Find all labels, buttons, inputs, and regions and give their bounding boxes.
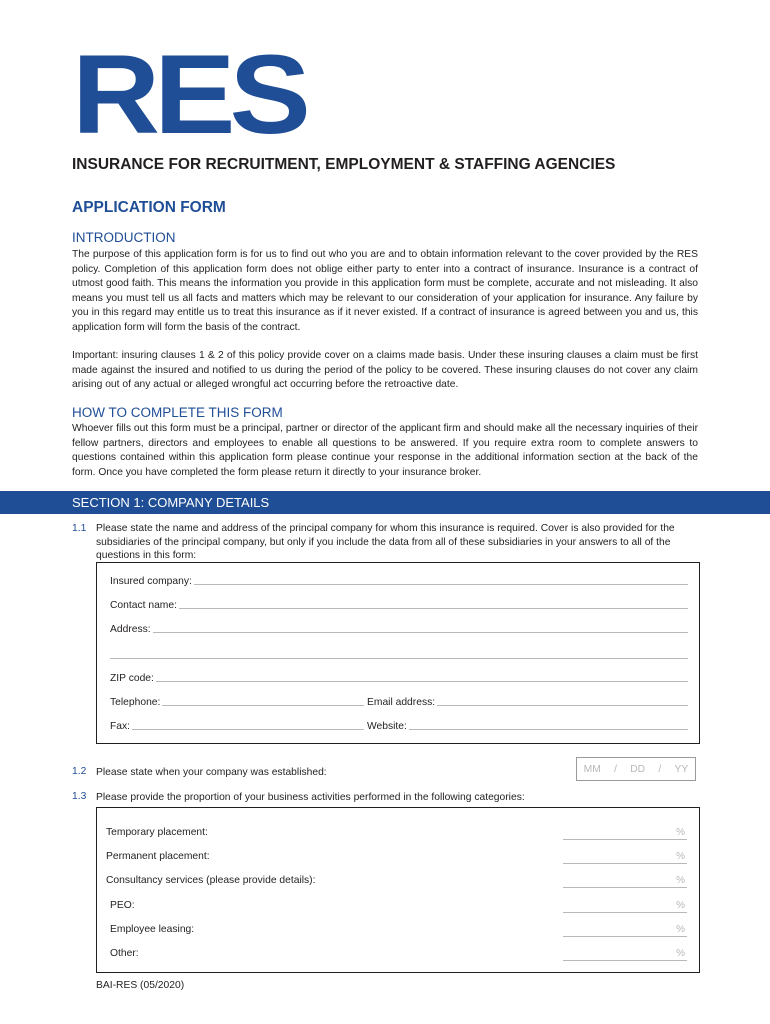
contact-name-label: Contact name: (110, 600, 177, 611)
other-percent-input[interactable] (563, 948, 687, 961)
telephone-label: Telephone: (110, 697, 161, 708)
date-separator: / (614, 763, 617, 775)
percent-sign: % (676, 948, 685, 959)
category-temporary-label: Temporary placement: (106, 827, 208, 838)
address-field[interactable] (110, 624, 688, 635)
res-logo: RES (72, 31, 305, 157)
how-to-heading: HOW TO COMPLETE THIS FORM (72, 405, 283, 420)
telephone-field[interactable] (110, 697, 364, 708)
q1-2-text: Please state when your company was established: (96, 767, 327, 778)
category-other-label: Other: (110, 948, 139, 959)
form-title: APPLICATION FORM (72, 199, 226, 216)
peo-percent-input[interactable] (563, 900, 687, 913)
zip-code-field[interactable] (110, 673, 688, 684)
date-mm-placeholder: MM (583, 763, 601, 775)
fax-field[interactable] (110, 721, 364, 732)
permanent-percent-input[interactable] (563, 851, 687, 864)
percent-sign: % (676, 900, 685, 911)
q1-3-number: 1.3 (72, 791, 87, 802)
address-line-2[interactable] (110, 658, 688, 659)
insured-company-label: Insured company: (110, 576, 192, 587)
contact-name-field[interactable] (110, 600, 688, 611)
website-field[interactable] (367, 721, 688, 732)
q1-1-text: Please state the name and address of the principal company for whom this insurance is required. Cover is also provided for the subsidiaries of the principal company, but only if you include the data from all of these subsidiaries in your answers to all of the questions in this form: (96, 523, 675, 561)
section1-bar (0, 491, 770, 514)
form-code: BAI-RES (05/2020) (96, 980, 185, 991)
date-yy-placeholder: YY (674, 763, 689, 775)
q1-1-number: 1.1 (72, 523, 87, 534)
category-employee-leasing-label: Employee leasing: (110, 924, 195, 935)
date-separator: / (658, 763, 662, 775)
consultancy-percent-input[interactable] (563, 875, 687, 888)
section1-title: SECTION 1: COMPANY DETAILS (72, 495, 270, 510)
important-paragraph: Important: insuring clauses 1 & 2 of this policy provide cover on a claims made basis. Under these insuring clauses a claim must be first made against the insured and notified to us during the period of the policy to be covered. These insuring clauses do not cover any claim arising out of any actual or alleged wrongful act occurring before the retroactive date. (72, 350, 698, 390)
introduction-heading: INTRODUCTION (72, 230, 176, 245)
company-details-box (96, 562, 700, 744)
category-consultancy-label: Consultancy services (please provide details): (106, 875, 316, 886)
percent-sign: % (676, 875, 685, 886)
employee-leasing-percent-input[interactable] (563, 924, 687, 937)
category-permanent-label: Permanent placement: (106, 851, 210, 862)
website-label: Website: (367, 721, 407, 732)
zip-code-label: ZIP code: (110, 673, 154, 684)
how-to-paragraph: Whoever fills out this form must be a principal, partner or director of the applicant firm and should make all the necessary inquiries of their fellow partners, directors and employees to enable all questions to be answered. If you require extra room to complete answers to questions contained within this application form please continue your response in the additional information section at the back of the form. Once you have completed the form please return it directly to your insurance broker. (72, 423, 698, 478)
introduction-paragraph: The purpose of this application form is for us to find out who you are and to obtain information relevant to the cover provided by the RES policy. Completion of this application form does not oblige either party to enter into a contract of insurance. Insurance is a contract of utmost good faith. This means the information you provide in this application form must be complete, accurate and not misleading. It also means you must tell us all facts and matters which may be relevant to our consideration of your application for insurance. Any failure by you in this regard may entitle us to treat this insurance as if it never existed. If a contract of insurance is agreed between you and us, this application form will form the basis of the contract. (72, 249, 698, 333)
email-label: Email address: (367, 697, 436, 708)
address-label: Address: (110, 624, 151, 635)
percent-sign: % (676, 827, 685, 838)
insured-company-field[interactable] (110, 576, 688, 587)
category-peo-label: PEO: (110, 900, 135, 911)
q1-3-text: Please provide the proportion of your business activities performed in the following categories: (96, 792, 525, 803)
email-field[interactable] (367, 697, 688, 708)
q1-2-number: 1.2 (72, 766, 87, 777)
temporary-percent-input[interactable] (563, 827, 687, 840)
established-date-input[interactable] (576, 757, 696, 781)
percent-sign: % (676, 851, 685, 862)
fax-label: Fax: (110, 721, 131, 732)
date-dd-placeholder: DD (630, 763, 646, 775)
percent-sign: % (676, 924, 685, 935)
tagline: INSURANCE FOR RECRUITMENT, EMPLOYMENT & STAFFING AGENCIES (72, 156, 616, 173)
